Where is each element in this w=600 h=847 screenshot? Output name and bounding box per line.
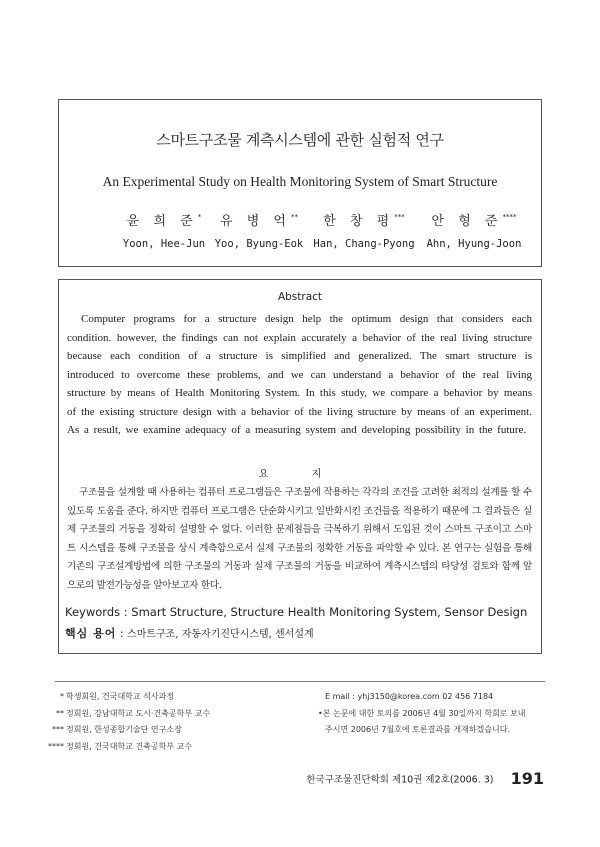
footnote-4 [38, 739, 298, 756]
footnote-divider [55, 681, 545, 682]
author-4-mark: **** [502, 213, 517, 221]
author-3-ko: 한 창 평 [323, 214, 395, 229]
author-3 [304, 210, 424, 250]
footnote-3-text: 정회원, 한성종합기술단 연구소장 [66, 725, 182, 734]
english-title: An Experimental Study on Health Monitoring System of Smart Structure [102, 174, 498, 189]
keywords-en [65, 605, 527, 619]
author-4-en: Ahn, Hyung-Joon [426, 238, 522, 250]
contact-footnotes [318, 689, 538, 739]
korean-title: 스마트구조물 계측시스템에 관한 실험적 연구 [156, 131, 444, 149]
summary-text: 구조물을 설계할 때 사용하는 컴퓨터 프로그램들은 구조물에 작용하는 각각의 조건을 고려한 최적의 설계를 할 수 있도록 도움을 준다. 하지만 컴퓨터 프로그램은 단순화시키고 일반화시킨 조건들을 적용하기 때문에 그 결과들은 실제 구조물의 거동을 정확히 설명할 수 없다. 이러한 문제점들을 극복하기 위해서 도입된 것이 스마트 구조이고 스마트 시스템을 통해 구조물을 상시 계측함으로서 실제 구조물의 정확한 거동을 파악할 수 있다. 본 연구는 실험을 통해 기존의 구조설계방법에 의한 구조물의 거동과 실제 구조물의 거동을 비교하여 계측시스템의 타당성 검토와 함께 앞으로의 발전가능성을 알아보고자 한다. [67, 487, 533, 591]
title-box [58, 99, 542, 267]
author-1-en: Yoon, Hee-Jun [122, 238, 206, 250]
keywords-en-sep: : [123, 605, 132, 619]
footnote-1-mark: * [60, 692, 64, 701]
page-number: 191 [510, 769, 544, 788]
author-2-mark: ** [290, 213, 298, 221]
keywords-ko [65, 625, 314, 641]
author-2 [199, 210, 319, 250]
footnote-2-text: 정회원, 강남대학교 도시·건축공학부 교수 [66, 708, 211, 718]
page-footer [306, 768, 544, 788]
summary-heading: 요 지 [258, 469, 342, 480]
keywords-ko-sep: : [119, 627, 128, 640]
footnote-4-text: 정회원, 건국대학교 건축공학부 교수 [66, 741, 193, 751]
abstract-box [58, 279, 542, 654]
author-1-mark: * [197, 213, 202, 221]
keywords-ko-value: 스마트구조, 자동자기진단시스템, 센서설계 [127, 629, 314, 640]
author-1-ko: 윤 희 준 [126, 214, 198, 229]
affiliation-footnotes [38, 689, 298, 755]
keywords-en-value: Smart Structure, Structure Health Monitoring System, Sensor Design [131, 605, 528, 619]
author-3-mark: *** [394, 213, 405, 221]
footnote-1-text: 학생회원, 건국대학교 석사과정 [66, 692, 175, 701]
keywords-en-label: Keywords [65, 605, 121, 619]
author-4-ko: 안 형 준 [431, 214, 503, 229]
author-4 [414, 210, 534, 250]
footnote-3 [38, 722, 298, 739]
footnote-2 [38, 706, 298, 723]
footnote-email: E mail : yhj3150@korea.com 02 456 7184 [325, 692, 494, 701]
abstract-text: Computer programs for a structure design help the optimum design that considers each condition. however, the findings can not explain accurately a behavior of the real living structure because each condition of a structure is simplified and generalized. The smart structure is introduced to overcome these problems, and we can understand a behavior of the real living structure by means of Health Monitoring System. In this study, we compare a behavior by means of the existing structure design with a behavior of the living structure by means of an experiment. As a result, we examine adequacy of a measuring system and developing possibility in the future. [67, 313, 532, 436]
author-2-en: Yoo, Byung-Eok [214, 238, 304, 250]
keywords-ko-label: 핵심 용어 [65, 627, 117, 640]
footnote-discussion-2: 주시면 2006년 7월호에 토론결과를 게재하겠습니다. [325, 725, 510, 734]
footnote-discussion-1: •본 논문에 대한 토의를 2006년 4월 30일까지 학회로 보내 [318, 708, 526, 718]
journal-info: 한국구조물진단학회 제10권 제2호(2006. 3) [306, 774, 494, 786]
abstract-heading: Abstract [277, 291, 323, 303]
author-2-ko: 유 병 억 [220, 214, 291, 229]
footnote-1 [38, 689, 298, 706]
footnote-2-mark: ** [56, 708, 64, 718]
author-3-en: Han, Chang-Pyong [313, 238, 415, 250]
footnote-4-mark: **** [48, 741, 64, 751]
footnote-3-mark: *** [52, 725, 64, 734]
